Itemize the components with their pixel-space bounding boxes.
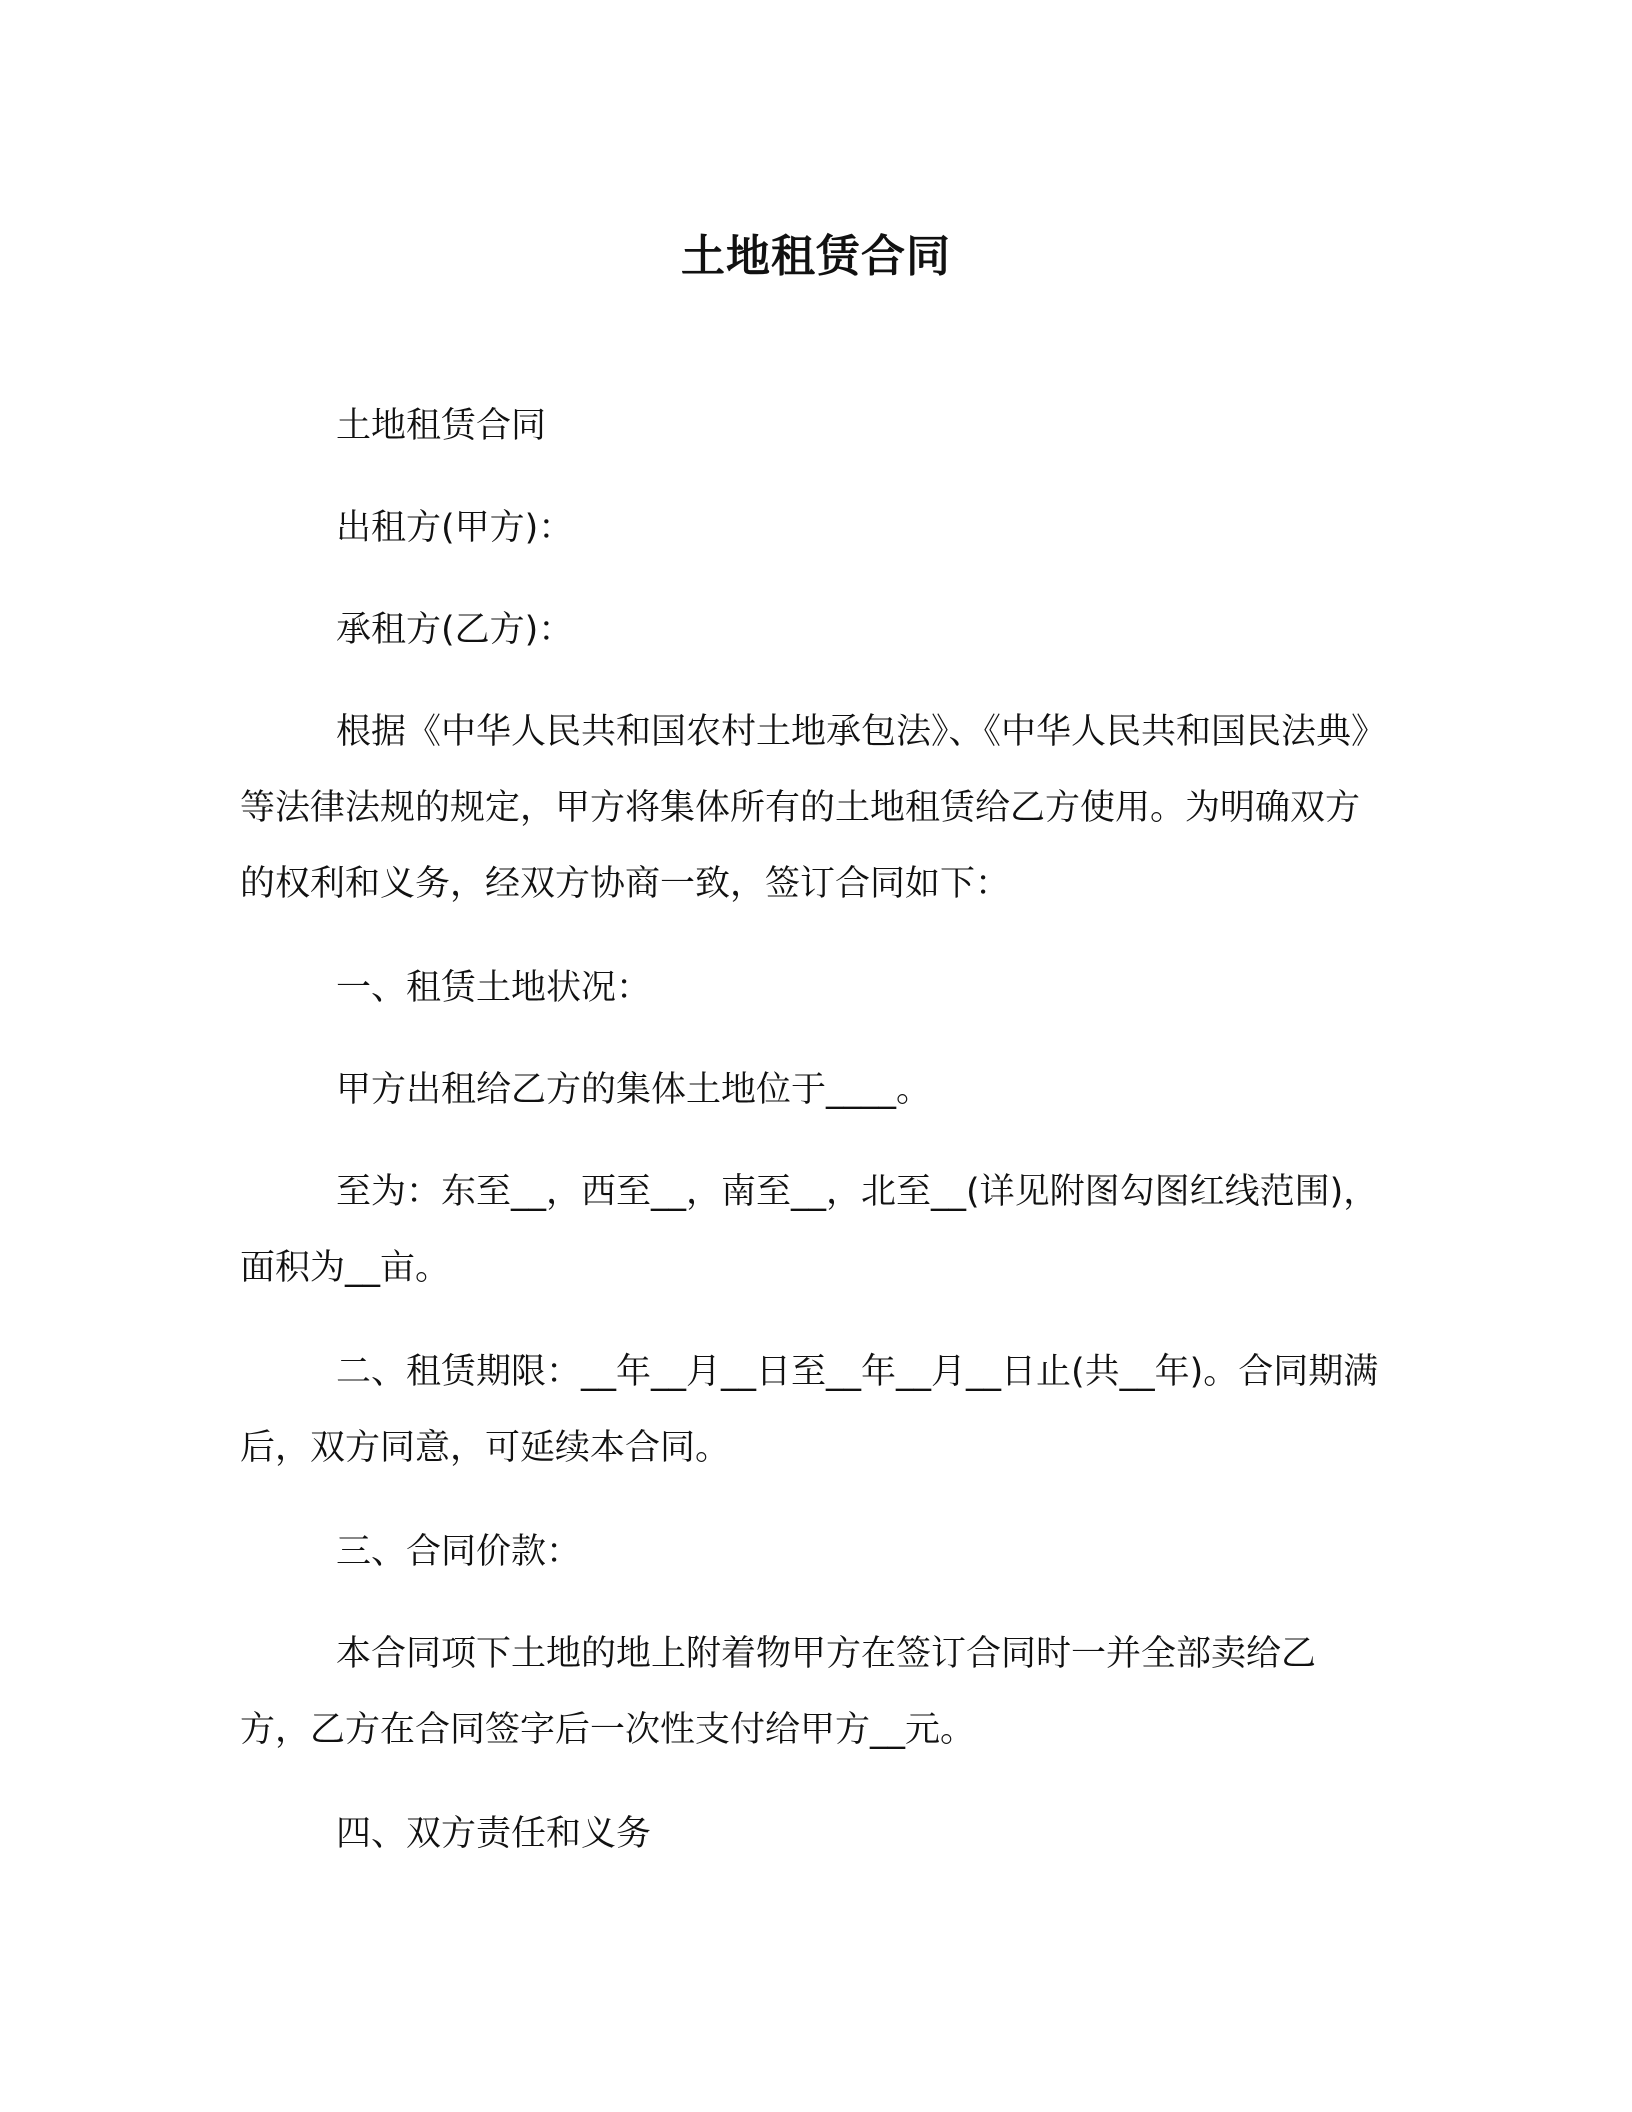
paragraph-lessor: 出租方(甲方)： (336, 508, 574, 548)
paragraph-price: 本合同项下土地的地上附着物甲方在签订合同时一并全部卖给乙方，乙方在合同签字后一次性支付给甲方__元。 (240, 1634, 1317, 1750)
document-title: 土地租赁合同 (681, 231, 951, 282)
paragraph-section-4: 四、双方责任和义务 (336, 1814, 652, 1854)
paragraph-land-location: 甲方出租给乙方的集体土地位于____。 (336, 1070, 932, 1110)
paragraph-boundaries: 至为：东至__，西至__，南至__，北至__(详见附图勾图红线范围)，面积为__亩。 (240, 1172, 1379, 1288)
paragraph-lessee: 承租方(乙方)： (336, 610, 574, 650)
paragraph-heading: 土地租赁合同 (336, 406, 547, 446)
paragraph-section-2-term: 二、租赁期限：__年__月__日至__年__月__日止(共__年)。合同期满后，双方同意，可延续本合同。 (240, 1352, 1379, 1468)
paragraph-section-3: 三、合同价款： (336, 1532, 582, 1572)
paragraph-preamble: 根据《中华人民共和国农村土地承包法》、《中华人民共和国民法典》等法律法规的规定，甲方将集体所有的土地租赁给乙方使用。为明确双方的权利和义务，经双方协商一致，签订合同如下： (240, 712, 1369, 904)
paragraph-section-1: 一、租赁土地状况： (336, 968, 652, 1008)
